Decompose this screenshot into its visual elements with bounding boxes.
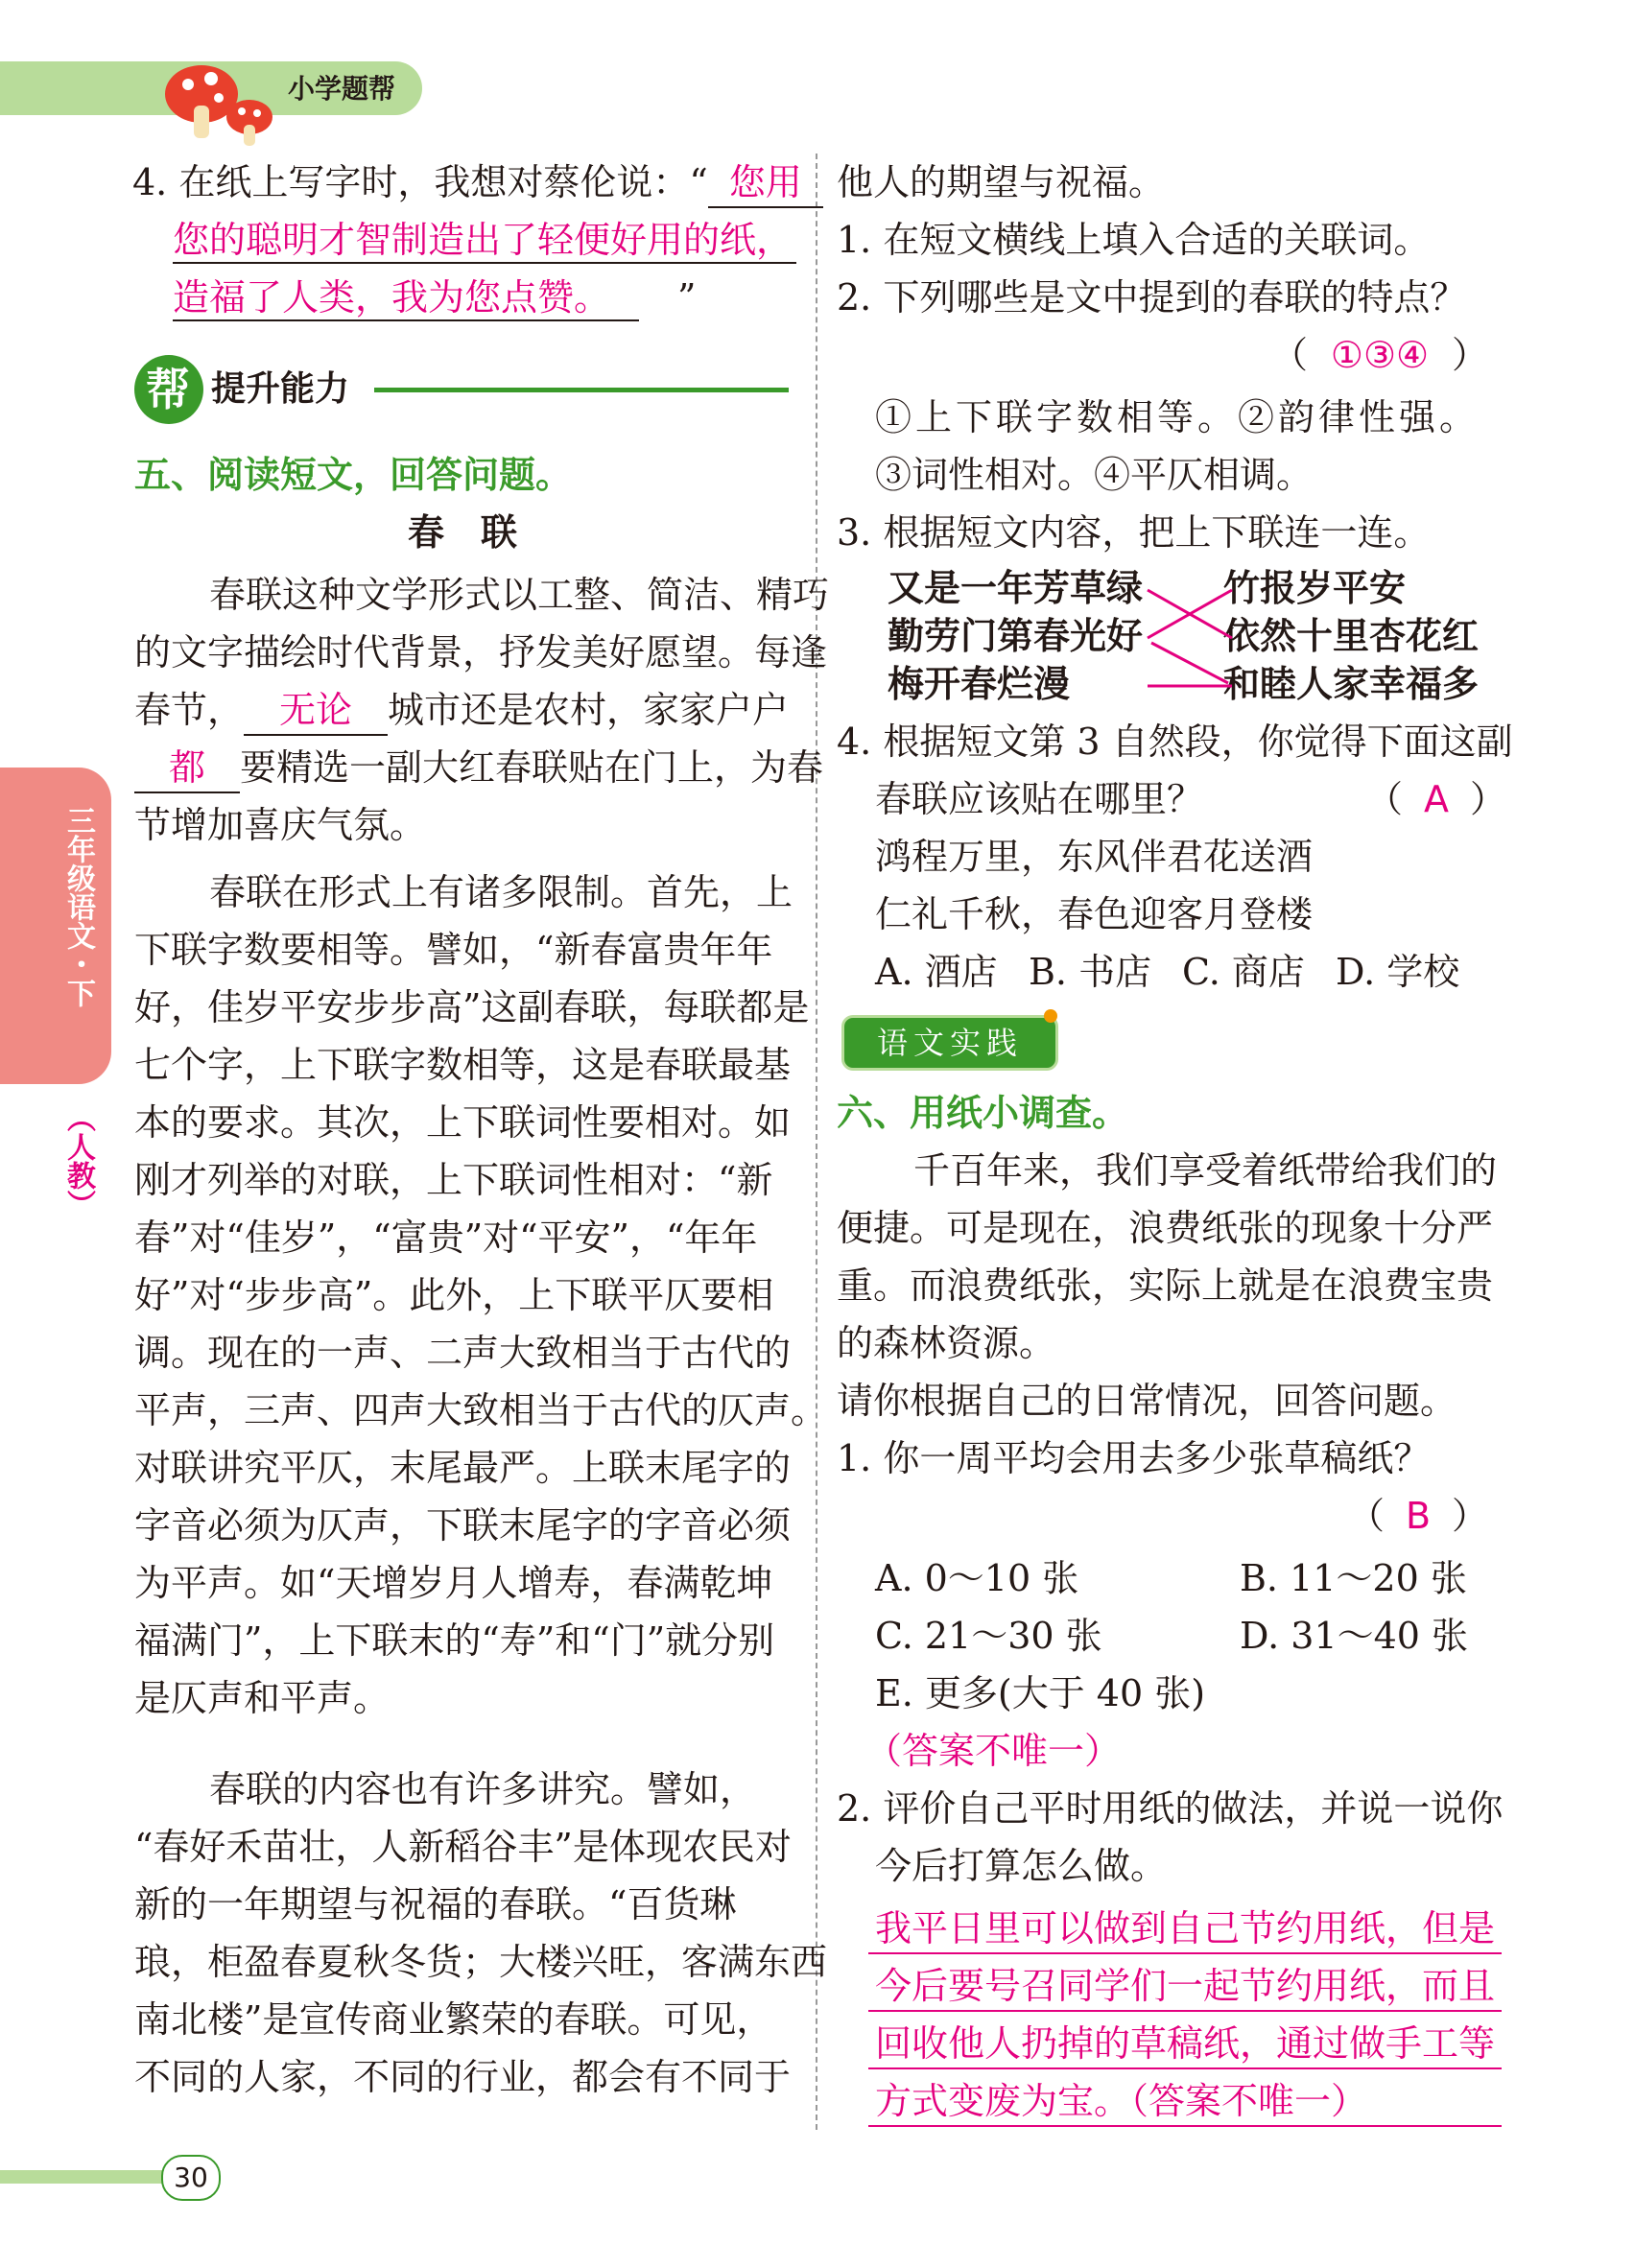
p3-line: 新的一年期望与祝福的春联。“百货琳 <box>134 1883 737 1925</box>
p6-prompt: 请你根据自己的日常情况，回答问题。 <box>837 1380 1457 1422</box>
left-q4-line3: 造福了人类，我为您点赞。 ” <box>173 276 697 319</box>
left-q4-ans1: 您用 <box>708 158 823 208</box>
right-q4-line2: 春联应该贴在哪里？ （ A ） <box>875 775 1506 823</box>
q3-left-item: 勤劳门第春光好 <box>888 615 1144 657</box>
p2-line: 调。现在的一声、二声大致相当于古代的 <box>134 1332 792 1374</box>
badge-heart-icon <box>1044 1009 1057 1023</box>
q6-2-answer-line: 我平日里可以做到自己节约用纸，但是 <box>875 1907 1496 1949</box>
q2-options-1: ①上下联字数相等。②韵律性强。 <box>875 396 1480 438</box>
p3-line: 春联的内容也有许多讲究。譬如， <box>209 1768 757 1810</box>
answer-underline <box>868 2010 1502 2012</box>
q6-1-answer: B <box>1405 1495 1432 1537</box>
q6-2-answer-line: 方式变废为宝。（答案不唯一） <box>875 2080 1368 2122</box>
left-q4-ans2: 您的聪明才智制造出了轻便好用的纸， <box>173 219 793 261</box>
q6-title: 六、用纸小调查。 <box>837 1092 1129 1134</box>
page-number: 30 <box>161 2155 221 2201</box>
q3-matching-lines <box>1142 566 1238 710</box>
right-q1: 1. 在短文横线上填入合适的关联词。 <box>837 219 1431 261</box>
p2-line: 春联在形式上有诸多限制。首先，上 <box>209 871 793 913</box>
q5-title: 五、阅读短文，回答问题。 <box>134 454 573 496</box>
left-q4-line1: 4. 在纸上写字时，我想对蔡伦说：“ 您用 <box>132 158 823 208</box>
p6-line: 千百年来，我们享受着纸带给我们的 <box>913 1149 1498 1192</box>
q3-left-item: 又是一年芳草绿 <box>888 567 1144 609</box>
q6-2-line1: 2. 评价自己平时用纸的做法，并说一说你 <box>837 1787 1504 1830</box>
p1-line3: 春节， 无论 城市还是农村，家家户户 <box>134 686 789 736</box>
side-tab-edition: （人教） <box>61 1103 95 1218</box>
q4-option: C. 商店 <box>1182 951 1305 993</box>
right-q3: 3. 根据短文内容，把上下联连一连。 <box>837 511 1431 554</box>
q4-option: D. 学校 <box>1336 951 1460 993</box>
q6-1-option: B. 11～20 张 <box>1240 1557 1467 1599</box>
p2-line: 对联讲究平仄，末尾最严。上联末尾字的 <box>134 1447 792 1489</box>
p1-blank2: 都 <box>134 744 240 793</box>
p6-line: 重。而浪费纸张，实际上就是在浪费宝贵 <box>837 1264 1494 1307</box>
section-bang: 帮 <box>146 364 190 415</box>
right-cont: 他人的期望与祝福。 <box>837 161 1166 203</box>
practice-badge: 语文实践 <box>841 1015 1058 1071</box>
p1-line5: 节增加喜庆气氛。 <box>134 804 427 846</box>
p2-line: 为平声。如“天增岁月人增寿，春满乾坤 <box>134 1562 773 1604</box>
couplet-line2: 仁礼千秋，春色迎客月登楼 <box>875 893 1314 935</box>
q2-answer-bracket: （ ①③④ ） <box>1271 331 1488 379</box>
p2-line: 本的要求。其次，上下联词性要相对。如 <box>134 1101 792 1144</box>
p3-line: “春好禾苗壮，人新稻谷丰”是体现农民对 <box>134 1826 792 1868</box>
p2-line: 好”对“步步高”。此外，上下联平仄要相 <box>134 1274 774 1316</box>
answer-underline <box>868 2125 1502 2127</box>
p2-line: 福满门”，上下联末的“寿”和“门”就分别 <box>134 1619 775 1662</box>
p2-line: 是仄声和平声。 <box>134 1677 391 1719</box>
q4-option: A. 酒店 <box>875 951 998 993</box>
answer-underline <box>868 2067 1502 2069</box>
p2-line: 好，佳岁平安步步高”这副春联，每联都是 <box>134 986 810 1028</box>
p3-line: 不同的人家，不同的行业，都会有不同于 <box>134 2056 792 2098</box>
q2-answer: ①③④ <box>1330 334 1430 376</box>
p1-line1: 春联这种文学形式以工整、简洁、精巧 <box>209 574 830 616</box>
q6-1: 1. 你一周平均会用去多少张草稿纸？ <box>837 1437 1431 1479</box>
side-tab-grade: 三年级语文・下 <box>61 806 95 1007</box>
q2-options-2: ③词性相对。④平仄相调。 <box>875 454 1314 496</box>
q6-2-line2: 今后打算怎么做。 <box>875 1845 1168 1887</box>
q6-1-answer-bracket: （ B ） <box>1348 1492 1488 1540</box>
p3-line: 南北楼”是宣传商业繁荣的春联。可见， <box>134 1998 773 2041</box>
q6-1-note: （答案不唯一） <box>865 1730 1122 1772</box>
p2-line: 春”对“佳岁”，“富贵”对“平安”，“年年 <box>134 1217 758 1259</box>
right-q4-line1: 4. 根据短文第 3 自然段，你觉得下面这副 <box>837 721 1513 763</box>
brand-label: 小学题帮 <box>288 73 396 105</box>
p2-line: 平声，三声、四声大致相当于古代的仄声。 <box>134 1389 828 1431</box>
section-rule <box>374 388 789 392</box>
left-q4-underline3 <box>173 319 639 321</box>
q6-1-option: A. 0～10 张 <box>875 1557 1079 1599</box>
q3-right-item: 依然十里杏花红 <box>1223 615 1480 657</box>
p2-line: 七个字，上下联字数相等，这是春联最基 <box>134 1044 792 1086</box>
column-divider <box>816 154 817 2130</box>
left-q4-ans3: 造福了人类，我为您点赞。 <box>173 276 611 319</box>
left-q4-underline2 <box>173 262 796 264</box>
right-q2: 2. 下列哪些是文中提到的春联的特点？ <box>837 276 1467 319</box>
q3-left-item: 梅开春烂漫 <box>888 663 1071 705</box>
section-title: 提升能力 <box>211 369 350 409</box>
p2-line: 下联字数要相等。譬如，“新春富贵年年 <box>134 929 773 971</box>
article-title: 春 联 <box>408 511 518 554</box>
q4-option: B. 书店 <box>1029 951 1152 993</box>
p1-blank1: 无论 <box>244 686 388 736</box>
q6-1-option: E. 更多(大于 40 张) <box>875 1672 1206 1714</box>
answer-underline <box>868 1952 1502 1954</box>
q3-right-item: 和睦人家幸福多 <box>1223 663 1480 705</box>
p1-line2: 的文字描绘时代背景，抒发美好愿望。每逢 <box>134 631 828 673</box>
couplet-line1: 鸿程万里，东风伴君花送酒 <box>875 836 1314 878</box>
mushroom-icon <box>161 58 276 150</box>
p6-line: 便捷。可是现在，浪费纸张的现象十分严 <box>837 1207 1494 1249</box>
q6-1-option: D. 31～40 张 <box>1240 1615 1469 1657</box>
q4-answer: A <box>1424 778 1450 820</box>
p2-line: 刚才列举的对联，上下联词性相对：“新 <box>134 1159 773 1201</box>
q3-right-item: 竹报岁平安 <box>1223 567 1407 609</box>
q6-2-answer-line: 今后要号召同学们一起节约用纸，而且 <box>875 1965 1496 2007</box>
p1-line4: 都 要精选一副大红春联贴在门上，为春 <box>134 744 823 793</box>
q6-1-option: C. 21～30 张 <box>875 1615 1102 1657</box>
q6-2-answer-line: 回收他人扔掉的草稿纸，通过做手工等 <box>875 2022 1496 2065</box>
p6-line: 的森林资源。 <box>837 1322 1056 1364</box>
p3-line: 琅，柜盈春夏秋冬货；大楼兴旺，客满东西 <box>134 1941 828 1983</box>
p2-line: 字音必须为仄声，下联末尾字的字音必须 <box>134 1504 792 1547</box>
